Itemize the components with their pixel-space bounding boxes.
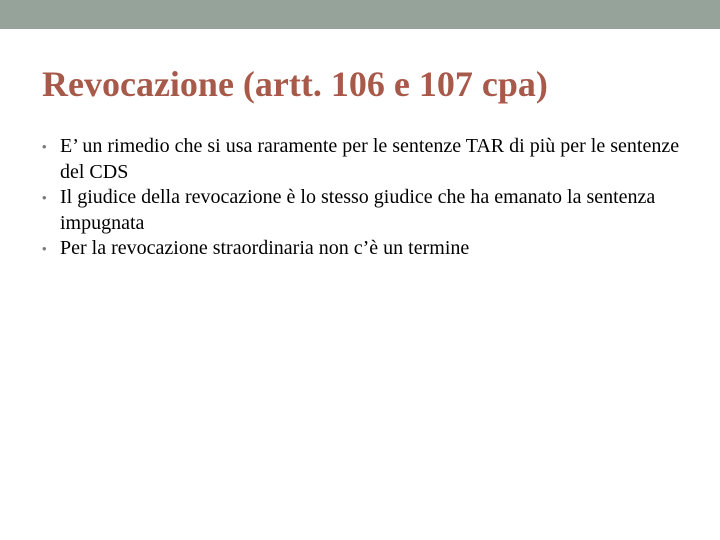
- bullet-text-2: Il giudice della revocazione è lo stesso giudice che ha emanato la sentenza impugnata: [60, 186, 656, 234]
- bullet-item-3: [42, 236, 682, 262]
- top-color-band: [0, 0, 720, 29]
- bullet-item-1: [42, 134, 682, 185]
- bullet-list: [42, 134, 682, 262]
- bullet-text-3: Per la revocazione straordinaria non c’è un termine: [60, 237, 470, 259]
- bullet-icon: •: [42, 190, 47, 205]
- slide-title: Revocazione (artt. 106 e 107 cpa): [42, 64, 548, 104]
- bullet-icon: •: [42, 241, 47, 256]
- bullet-item-2: [42, 185, 682, 236]
- bullet-text-1: E’ un rimedio che si usa raramente per le sentenze TAR di più per le sentenze del CDS: [60, 135, 680, 183]
- bullet-icon: •: [42, 139, 47, 154]
